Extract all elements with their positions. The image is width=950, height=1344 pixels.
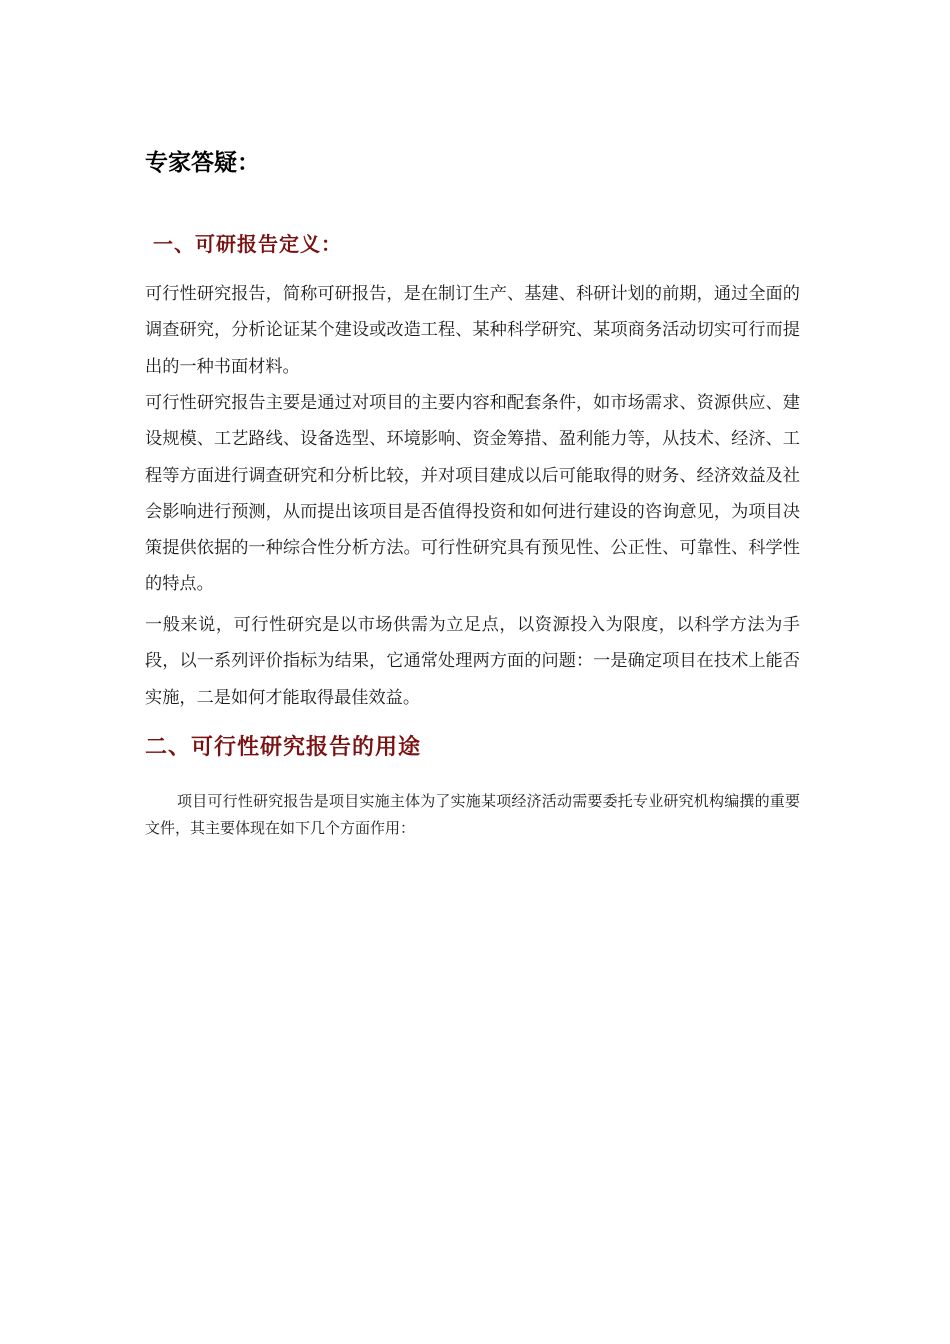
section-1-paragraph-2: 可行性研究报告主要是通过对项目的主要内容和配套条件，如市场需求、资源供应、建设规模、工艺路线、设备选型、环境影响、资金筹措、盈利能力等，从技术、经济、工程等方面进行调查研究和分析比较，并对项目建成以后可能取得的财务、经济效益及社会影响进行预测，从而提出该项目是否值得投资和如何进行建设的咨询意见，为项目决策提供依据的一种综合性分析方法。可行性研究具有预见性、公正性、可靠性、科学性的特点。 xyxy=(145,393,800,595)
section-2-paragraph: 项目可行性研究报告是项目实施主体为了实施某项经济活动需要委托专业研究机构编撰的重要文件，其主要体现在如下几个方面作用： xyxy=(145,792,800,837)
section-1-paragraph-1: 可行性研究报告，简称可研报告，是在制订生产、基建、科研计划的前期，通过全面的调查研究，分析论证某个建设或改造工程、某种科学研究、某项商务活动切实可行而提出的一种书面材料。 xyxy=(145,284,800,377)
section-1-heading: 一、可研报告定义： xyxy=(153,232,342,256)
expert-qa-heading: 专家答疑： xyxy=(145,150,260,176)
section-1-paragraph-3: 一般来说，可行性研究是以市场供需为立足点，以资源投入为限度，以科学方法为手段，以一系列评价指标为结果，它通常处理两方面的问题：一是确定项目在技术上能否实施，二是如何才能取得最佳效益。 xyxy=(145,615,800,708)
section-2-heading: 二、可行性研究报告的用途 xyxy=(145,735,422,760)
